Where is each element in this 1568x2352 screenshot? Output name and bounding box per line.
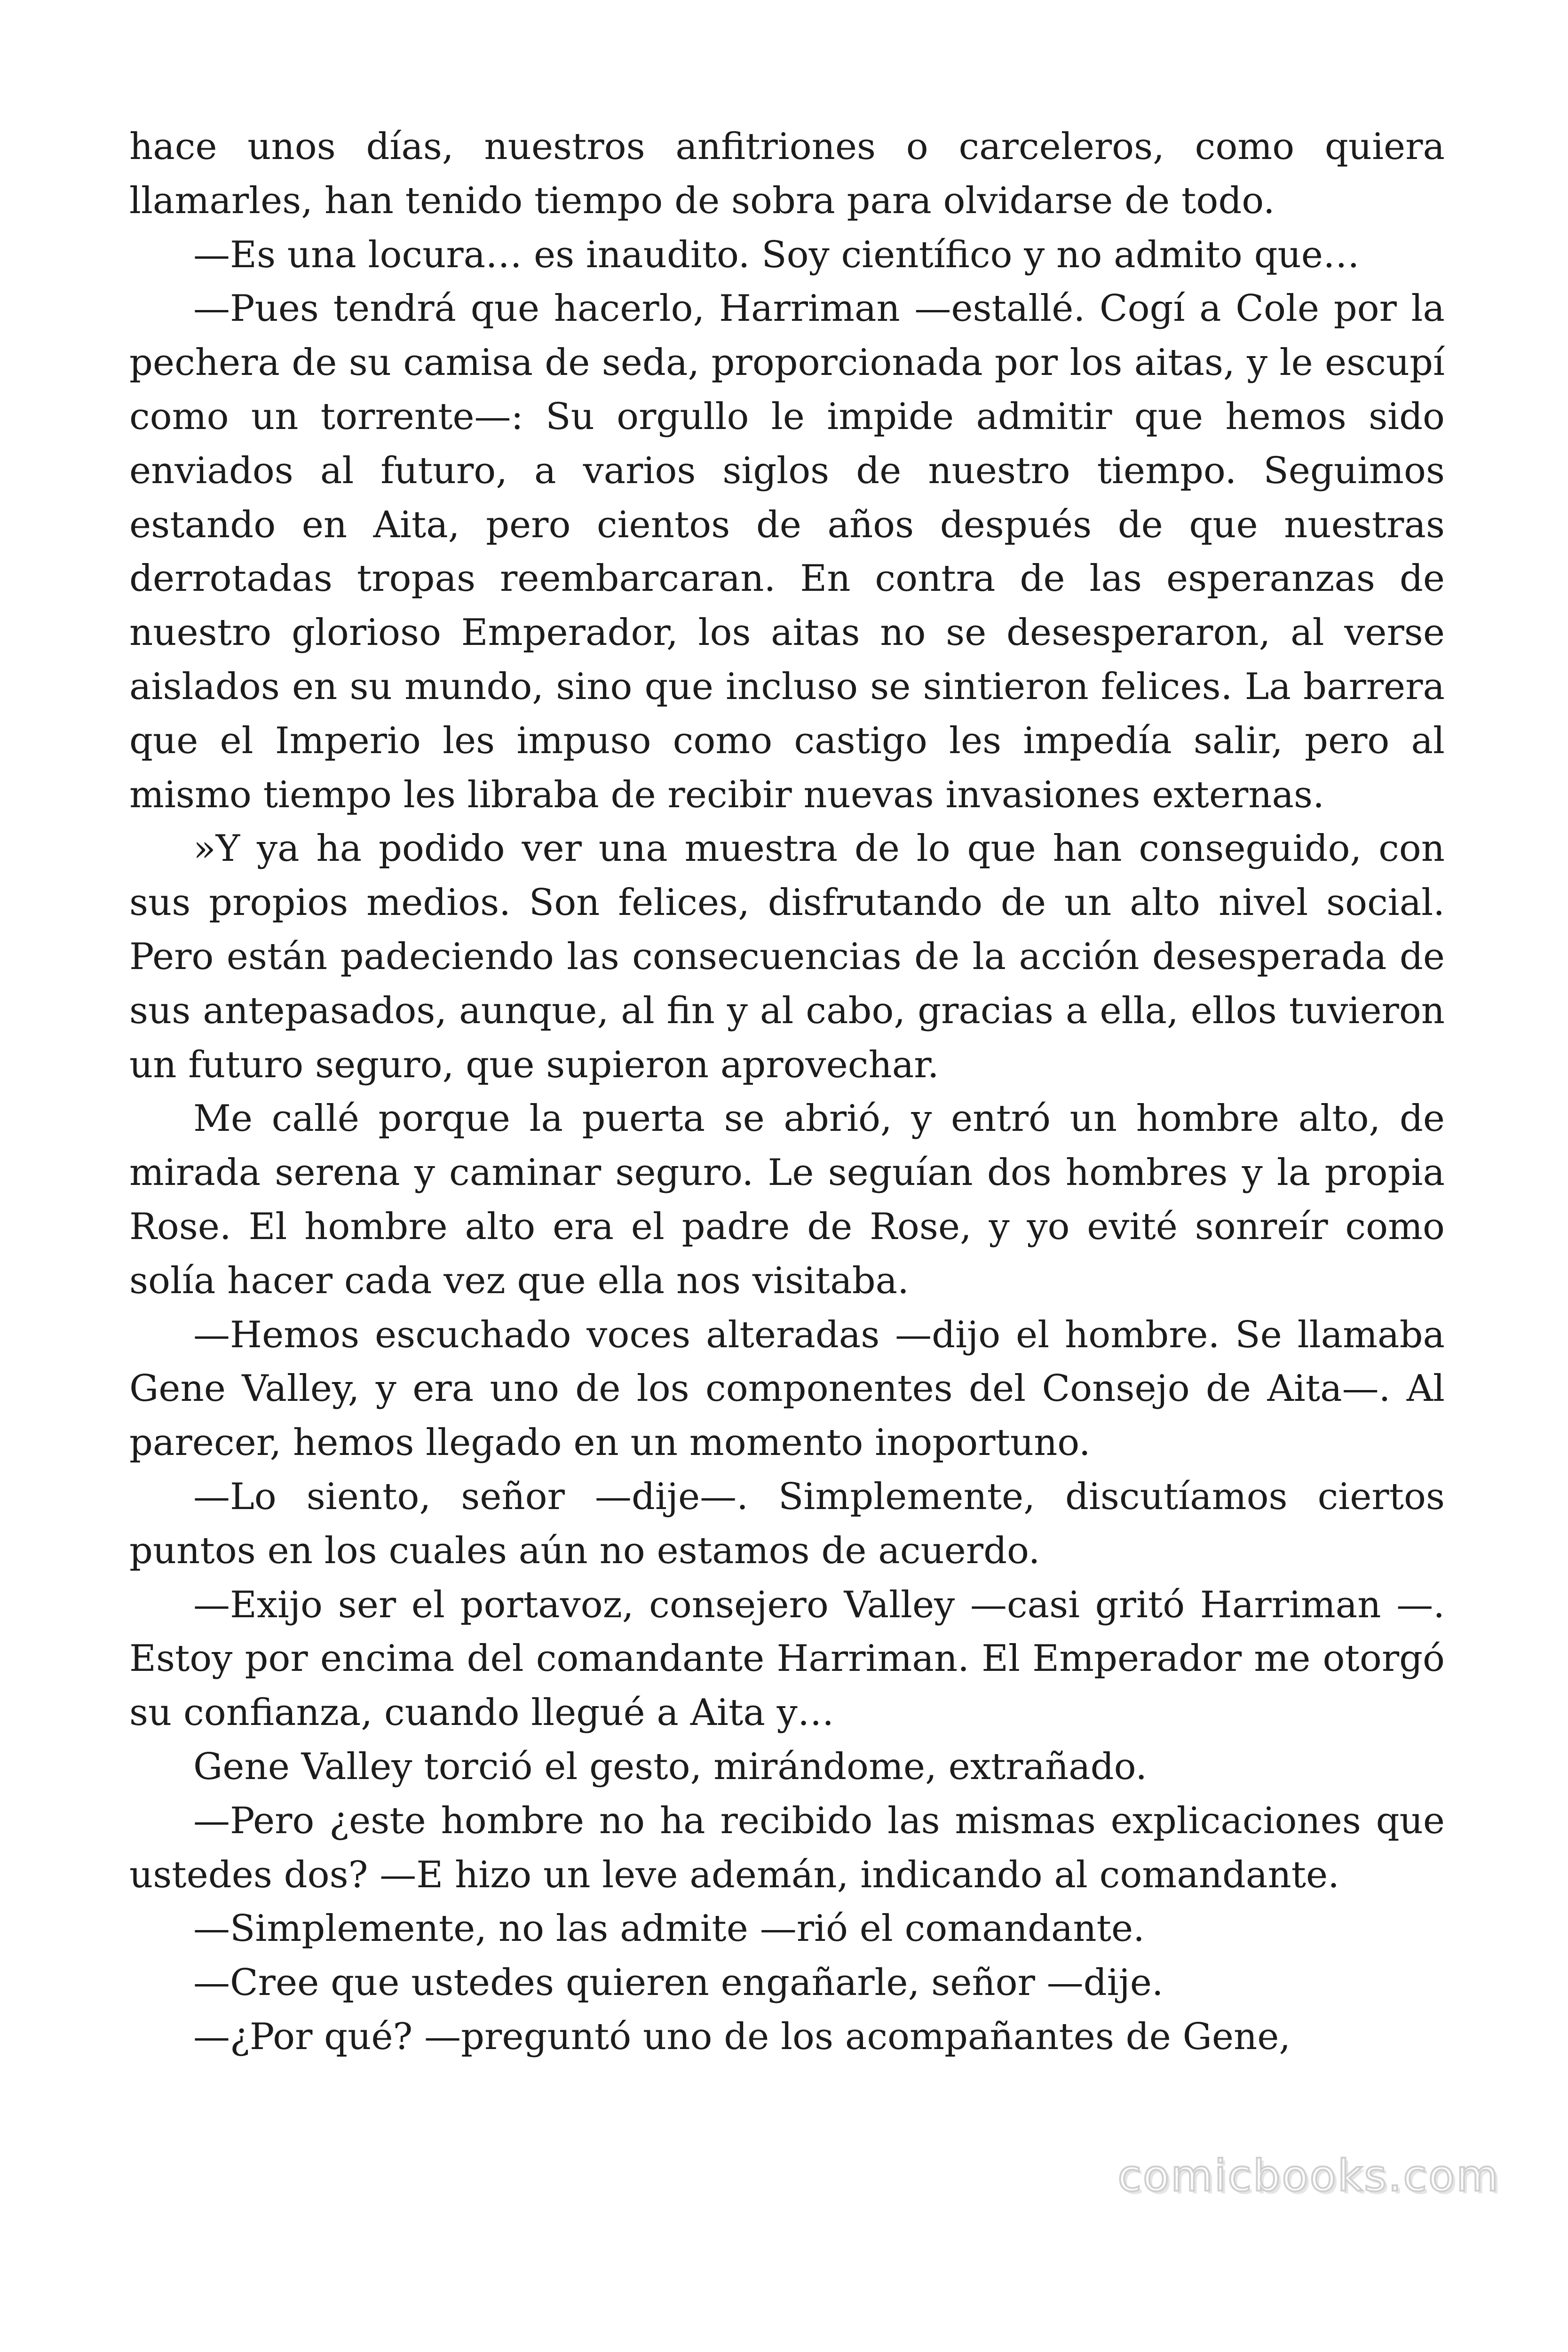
body-text	[129, 120, 1445, 2064]
paragraph-12: —Cree que ustedes quieren engañarle, señor —dije.	[193, 1962, 1164, 2004]
watermark-logo: comicbooks.com	[1117, 2151, 1500, 2201]
paragraph-4: »Y ya ha podido ver una muestra de lo que han conseguido, con sus propios medios. Son felices, disfrutando de un alto nivel social. Pero están padeciendo las consecuencias de la acción desesperada de sus antepasados, aunque, al fin y al cabo, gracias a ella, ellos tuvieron un futuro seguro, que supieron aprovechar.	[129, 827, 1445, 1086]
paragraph-11: —Simplemente, no las admite —rió el comandante.	[193, 1907, 1145, 1950]
paragraph-2: —Es una locura… es inaudito. Soy científico y no admito que…	[193, 233, 1360, 276]
paragraph-3: —Pues tendrá que hacerlo, Harriman —estallé. Cogí a Cole por la pechera de su camisa de seda, proporcionada por los aitas, y le escupí como un torrente—: Su orgullo le impide admitir que hemos sido enviados al futuro, a varios siglos de nuestro tiempo. Seguimos estando en Aita, pero cientos de años después de que nuestras derrotadas tropas reembarcaran. En contra de las esperanzas de nuestro glorioso Emperador, los aitas no se desesperaron, al verse aislados en su mundo, sino que incluso se sintieron felices. La barrera que el Imperio les impuso como castigo les impedía salir, pero al mismo tiempo les libraba de recibir nuevas invasiones externas.	[129, 287, 1445, 816]
paragraph-13: —¿Por qué? —preguntó uno de los acompañantes de Gene,	[193, 2015, 1291, 2058]
paragraph-1: hace unos días, nuestros anfitriones o carceleros, como quiera llamarles, han tenido tiempo de sobra para olvidarse de todo.	[129, 126, 1445, 222]
paragraph-5: Me callé porque la puerta se abrió, y entró un hombre alto, de mirada serena y caminar seguro. Le seguían dos hombres y la propia Rose. El hombre alto era el padre de Rose, y yo evité sonreír como solía hacer cada vez que ella nos visitaba.	[129, 1097, 1445, 1302]
paragraph-7: —Lo siento, señor —dije—. Simplemente, discutíamos ciertos puntos en los cuales aún no estamos de acuerdo.	[129, 1475, 1445, 1572]
paragraph-9: Gene Valley torció el gesto, mirándome, extrañado.	[193, 1745, 1147, 1788]
paragraph-8: —Exijo ser el portavoz, consejero Valley —casi gritó Harriman —. Estoy por encima del comandante Harriman. El Emperador me otorgó su confianza, cuando llegué a Aita y…	[129, 1583, 1445, 1734]
paragraph-6: —Hemos escuchado voces alteradas —dijo el hombre. Se llamaba Gene Valley, y era uno de los componentes del Consejo de Aita—. Al parecer, hemos llegado en un momento inoportuno.	[129, 1313, 1445, 1464]
paragraph-10: —Pero ¿este hombre no ha recibido las mismas explicaciones que ustedes dos? —E hizo un leve ademán, indicando al comandante.	[129, 1799, 1445, 1896]
